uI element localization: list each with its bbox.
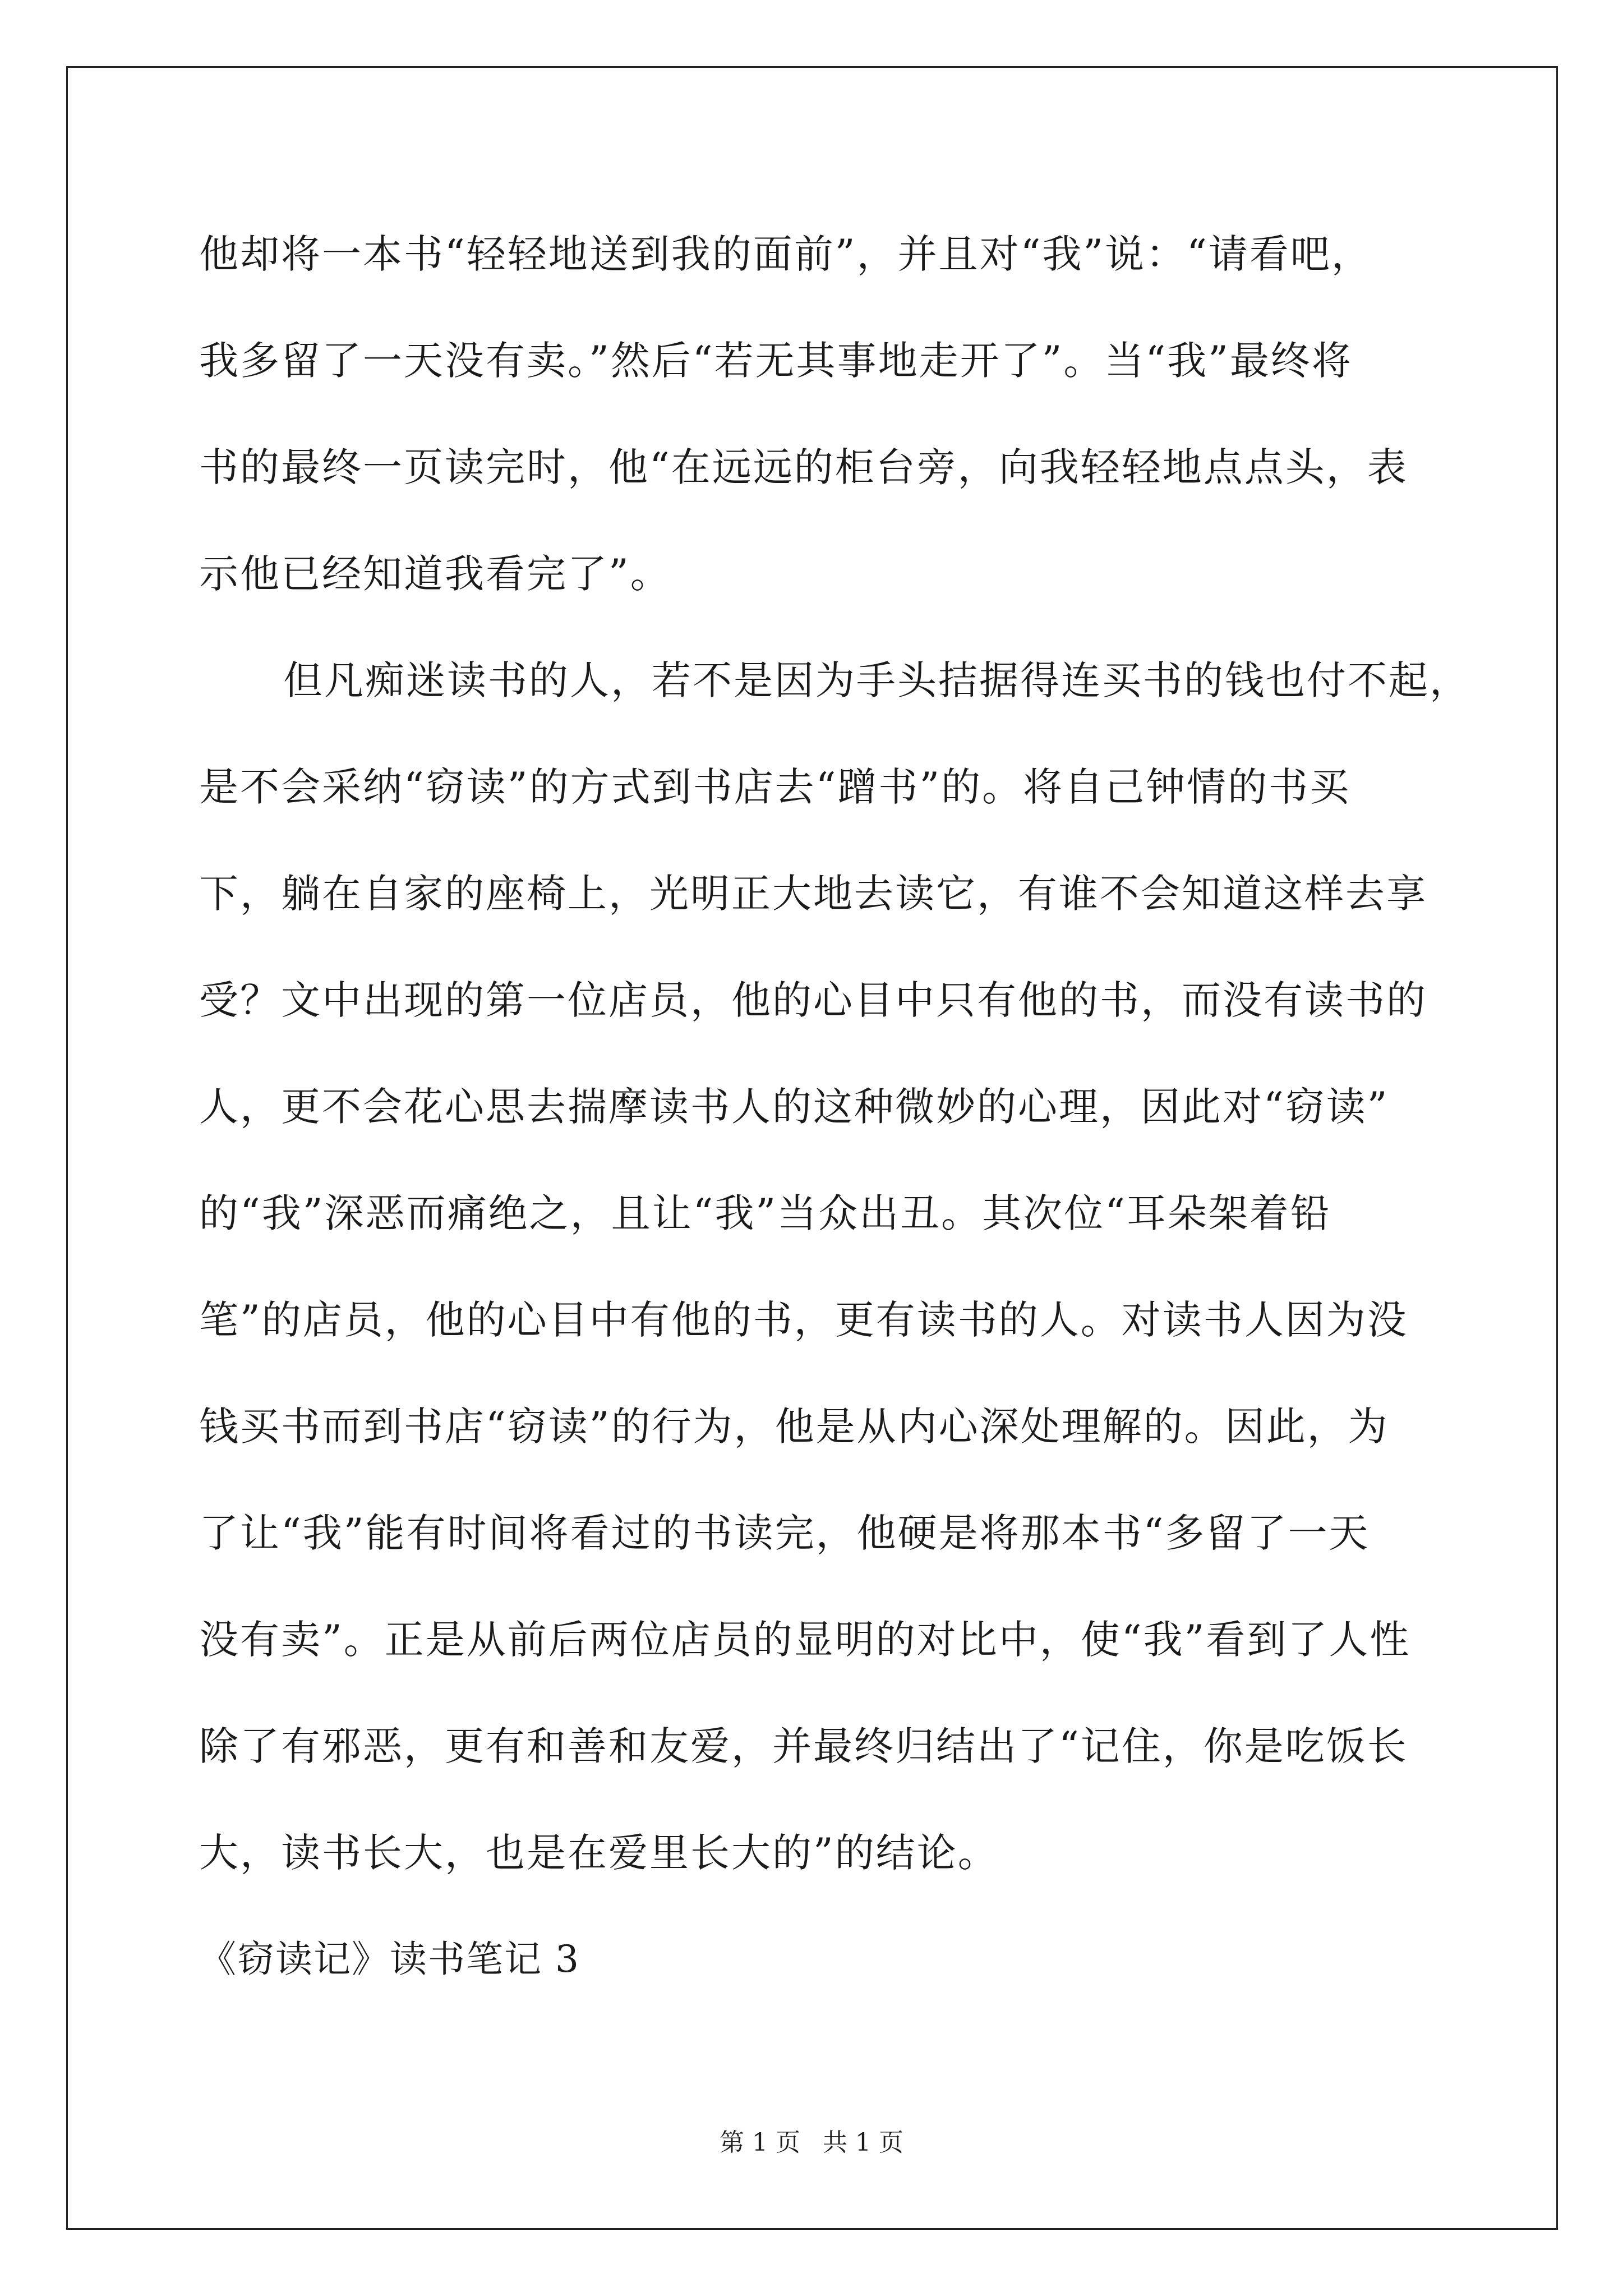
text-line: 他却将一本书“轻轻地送到我的面前”，并且对“我”说：“请看吧， [199,231,1372,277]
text-line: 钱买书而到书店“窃读”的行为，他是从内心深处理解的。因此，为 [199,1404,1389,1450]
paragraph-2 [199,627,1470,1906]
text-line: 下，躺在自家的座椅上，光明正大地去读它，有谁不会知道这样去享 [199,871,1427,917]
text-line: 了让“我”能有时间将看过的书读完，他硬是将那本书“多留了一天 [199,1510,1370,1556]
text-line: 大，读书长大，也是在爱里长大的”的结论。 [199,1830,999,1876]
page-total: 共 1 页 [823,2128,903,2157]
text-line: 人，更不会花心思去揣摩读书人的这种微妙的心理，因此对“窃读” [199,1084,1389,1130]
text-line: 是不会采纳“窃读”的方式到书店去“蹭书”的。将自己钟情的书买 [199,764,1351,810]
text-line: 示他已经知道我看完了”。 [199,551,671,597]
text-line: 我多留了一天没有卖。”然后“若无其事地走开了”。当“我”最终将 [199,338,1353,384]
text-line: 书的最终一页读完时，他“在远远的柜台旁，向我轻轻地点点头，表 [199,444,1408,490]
page-number: 第 1 页 [720,2128,800,2157]
text-line: 除了有邪恶，更有和善和友爱，并最终归结出了“记住，你是吃饭长 [199,1723,1408,1769]
text-line: 的“我”深恶而痛绝之，且让“我”当众出丑。其次位“耳朵架着铅 [199,1190,1331,1236]
text-line: 但凡痴迷读书的人，若不是因为手头拮据得连买书的钱也付不起， [283,657,1470,703]
paragraph-1 [199,201,1433,627]
document-body [199,201,1470,2013]
page-footer [0,2126,1623,2160]
text-line: 受？文中出现的第一位店员，他的心目中只有他的书，而没有读书的 [199,977,1427,1023]
text-line: 没有卖”。正是从前后两位店员的显明的对比中，使“我”看到了人性 [199,1617,1411,1663]
section-title: 《窃读记》读书笔记 3 [199,1938,580,1981]
text-line: 笔”的店员，他的心目中有他的书，更有读书的人。对读书人因为没 [199,1297,1408,1343]
